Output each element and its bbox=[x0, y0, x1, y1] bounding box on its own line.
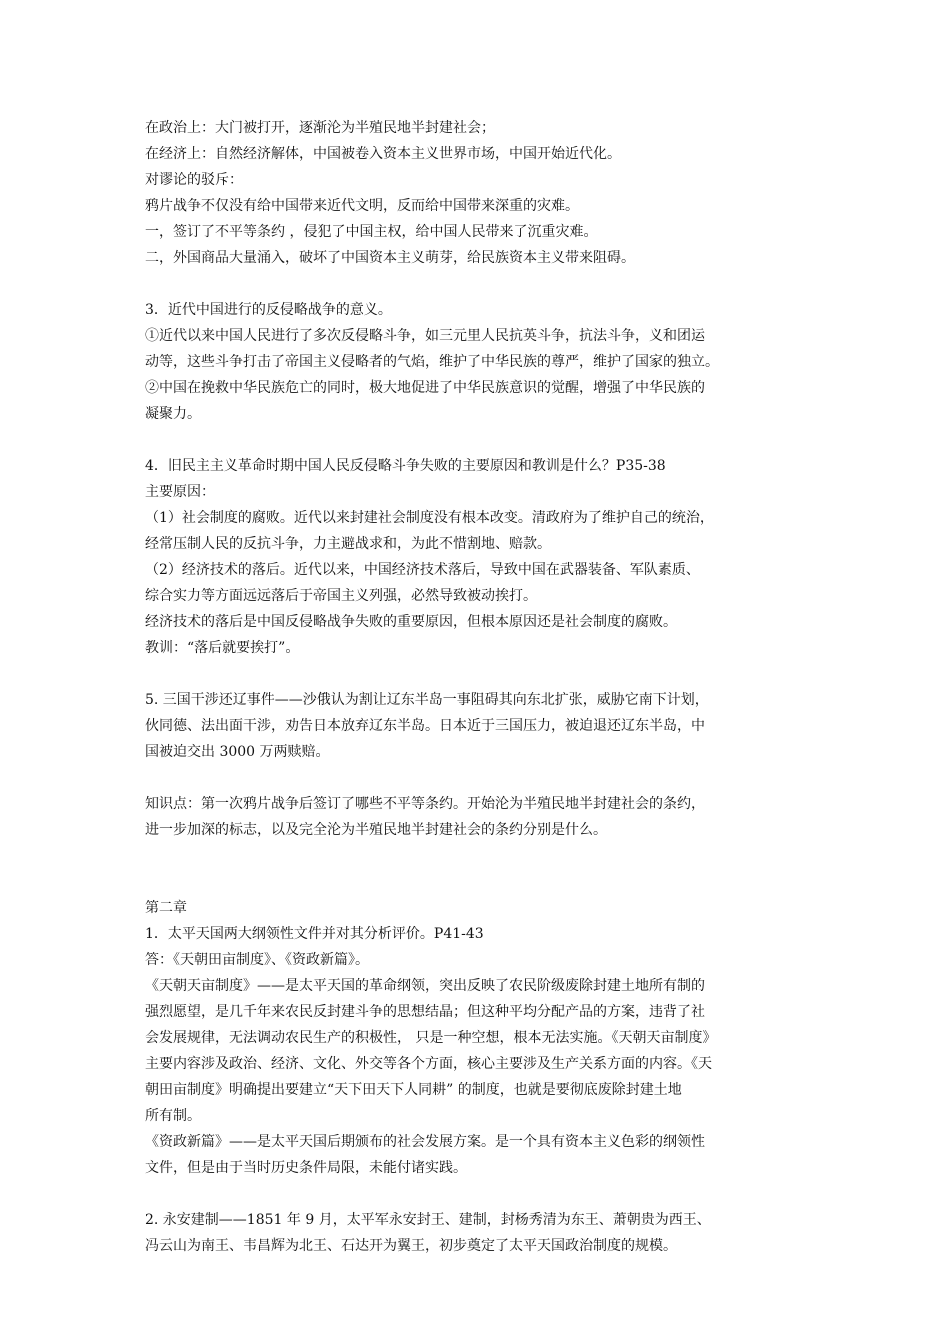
text-line: 鸦片战争不仅没有给中国带来近代文明，反而给中国带来深重的灾难。 bbox=[145, 198, 579, 214]
section-heading: 3．近代中国进行的反侵略战争的意义。 bbox=[145, 302, 392, 318]
text-line: 知识点：第一次鸦片战争后签订了哪些不平等条约。开始沦为半殖民地半封建社会的条约， bbox=[145, 796, 705, 812]
text-line: 动等，这些斗争打击了帝国主义侵略者的气焰，维护了中华民族的尊严，维护了国家的独立。 bbox=[145, 354, 719, 370]
text-line: 强烈愿望，是几千年来农民反封建斗争的思想结晶；但这种平均分配产品的方案，违背了社 bbox=[145, 1004, 705, 1020]
paragraph-knowledge-point bbox=[145, 791, 810, 843]
paragraph-gap bbox=[145, 661, 810, 687]
text-line: 所有制。 bbox=[145, 1108, 201, 1124]
text-line: 经常压制人民的反抗斗争，力主避战求和，为此不惜割地、赔款。 bbox=[145, 536, 551, 552]
paragraph-chapter-two bbox=[145, 895, 810, 1181]
text-line: 冯云山为南王、韦昌辉为北王、石达开为翼王，初步奠定了太平天国政治制度的规模。 bbox=[145, 1238, 677, 1254]
text-line: 主要原因： bbox=[145, 484, 215, 500]
section-heading: 1．太平天国两大纲领性文件并对其分析评价。P41-43 bbox=[145, 926, 484, 942]
text-line: 凝聚力。 bbox=[145, 406, 201, 422]
paragraph-gap bbox=[145, 843, 810, 895]
text-line: （2）经济技术的落后。近代以来，中国经济技术落后，导致中国在武器装备、军队素质、 bbox=[145, 562, 700, 578]
text-line: ②中国在挽救中华民族危亡的同时，极大地促进了中华民族意识的觉醒，增强了中华民族的 bbox=[145, 380, 705, 396]
paragraph-failure-reasons bbox=[145, 453, 810, 661]
text-line: 综合实力等方面远远落后于帝国主义列强，必然导致被动挨打。 bbox=[145, 588, 537, 604]
text-line: 在政治上：大门被打开，逐渐沦为半殖民地半封建社会； bbox=[145, 120, 495, 136]
text-line: 国被迫交出 3000 万两赎赔。 bbox=[145, 744, 330, 760]
text-line: （1）社会制度的腐败。近代以来封建社会制度没有根本改变。清政府为了维护自己的统治， bbox=[145, 510, 714, 526]
paragraph-anti-aggression-significance bbox=[145, 297, 810, 427]
section-heading: 5. 三国干涉还辽事件——沙俄认为割让辽东半岛一事阻碍其向东北扩张，威胁它南下计划， bbox=[145, 692, 709, 708]
paragraph-triple-intervention bbox=[145, 687, 810, 765]
paragraph-gap bbox=[145, 1181, 810, 1207]
document-page bbox=[145, 115, 810, 1259]
text-line: ①近代以来中国人民进行了多次反侵略斗争，如三元里人民抗英斗争，抗法斗争，义和团运 bbox=[145, 328, 705, 344]
text-line: 教训：“落后就要挨打”。 bbox=[145, 640, 300, 656]
text-line: 主要内容涉及政治、经济、文化、外交等各个方面，核心主要涉及生产关系方面的内容。《天 bbox=[145, 1056, 712, 1072]
section-heading: 2. 永安建制——1851 年 9 月，太平军永安封王、建制，封杨秀清为东王、萧朝贵为西王、 bbox=[145, 1212, 711, 1228]
paragraph-impact bbox=[145, 115, 810, 271]
text-line: 答：《天朝田亩制度》、《资政新篇》。 bbox=[145, 952, 369, 968]
text-line: 在经济上：自然经济解体，中国被卷入资本主义世界市场，中国开始近代化。 bbox=[145, 146, 621, 162]
text-line: 朝田亩制度》明确提出要建立“天下田天下人同耕” 的制度，也就是要彻底废除封建土地 bbox=[145, 1082, 682, 1098]
paragraph-yongan-system bbox=[145, 1207, 810, 1259]
chapter-heading: 第二章 bbox=[145, 900, 187, 916]
text-line: 一，签订了不平等条约 ，侵犯了中国主权，给中国人民带来了沉重灾难。 bbox=[145, 224, 598, 240]
text-line: 《天朝天亩制度》——是太平天国的革命纲领，突出反映了农民阶级废除封建土地所有制的 bbox=[145, 978, 705, 994]
text-line: 进一步加深的标志，以及完全沦为半殖民地半封建社会的条约分别是什么。 bbox=[145, 822, 607, 838]
text-line: 伙同德、法出面干涉，劝告日本放弃辽东半岛。日本近于三国压力，被迫退还辽东半岛，中 bbox=[145, 718, 705, 734]
section-heading: 4．旧民主主义革命时期中国人民反侵略斗争失败的主要原因和教训是什么？P35-38 bbox=[145, 458, 666, 474]
paragraph-gap bbox=[145, 271, 810, 297]
paragraph-gap bbox=[145, 765, 810, 791]
text-line: 文件，但是由于当时历史条件局限，未能付诸实践。 bbox=[145, 1160, 467, 1176]
paragraph-gap bbox=[145, 427, 810, 453]
text-line: 对谬论的驳斥： bbox=[145, 172, 243, 188]
text-line: 经济技术的落后是中国反侵略战争失败的重要原因，但根本原因还是社会制度的腐败。 bbox=[145, 614, 677, 630]
text-line: 《资政新篇》——是太平天国后期颁布的社会发展方案。是一个具有资本主义色彩的纲领性 bbox=[145, 1134, 705, 1150]
text-line: 会发展规律，无法调动农民生产的积极性， 只是一种空想，根本无法实施。《天朝天亩制度》 bbox=[145, 1030, 717, 1046]
text-line: 二，外国商品大量涌入，破坏了中国资本主义萌芽，给民族资本主义带来阻碍。 bbox=[145, 250, 635, 266]
